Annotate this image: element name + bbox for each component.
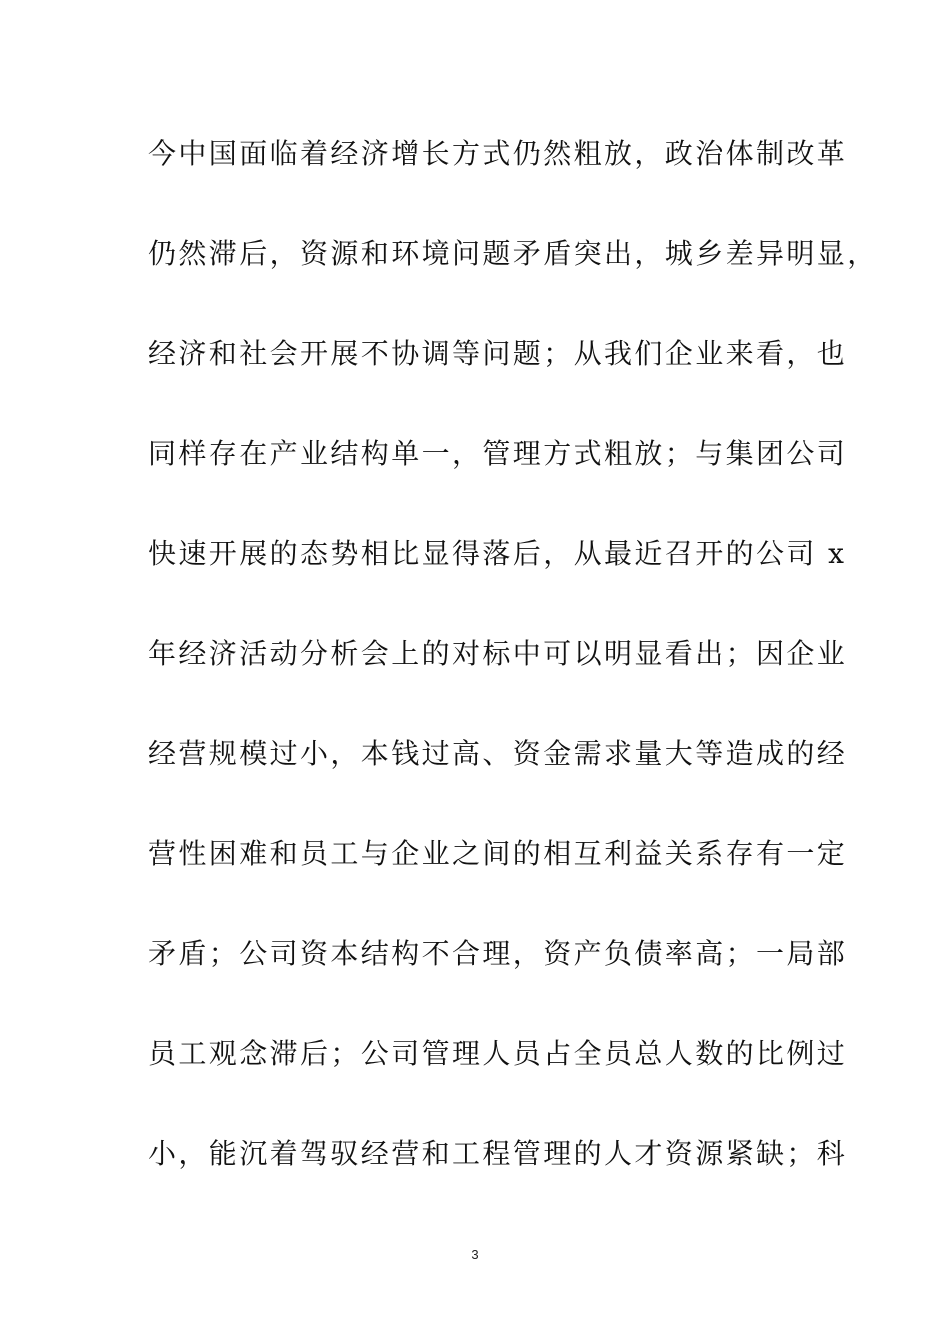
text-line: 年经济活动分析会上的对标中可以明显看出；因企业 xyxy=(148,637,848,670)
text-line: 小，能沉着驾驭经营和工程管理的人才资源紧缺；科 xyxy=(148,1137,848,1170)
text-line: 同样存在产业结构单一，管理方式粗放；与集团公司 xyxy=(148,437,848,470)
text-line: 仍然滞后，资源和环境问题矛盾突出，城乡差异明显， xyxy=(148,237,878,270)
text-line: 今中国面临着经济增长方式仍然粗放，政治体制改革 xyxy=(148,137,848,170)
text-line: 矛盾；公司资本结构不合理，资产负债率高；一局部 xyxy=(148,937,848,970)
text-line: 经济和社会开展不协调等问题；从我们企业来看，也 xyxy=(148,337,848,370)
text-line: 营性困难和员工与企业之间的相互利益关系存有一定 xyxy=(148,837,848,870)
text-line: 经营规模过小，本钱过高、资金需求量大等造成的经 xyxy=(148,737,848,770)
page-number: 3 xyxy=(471,1247,479,1262)
text-line: 员工观念滞后；公司管理人员占全员总人数的比例过 xyxy=(148,1037,848,1070)
body-text xyxy=(148,128,878,1228)
text-line: 快速开展的态势相比显得落后，从最近召开的公司 x xyxy=(148,537,847,570)
